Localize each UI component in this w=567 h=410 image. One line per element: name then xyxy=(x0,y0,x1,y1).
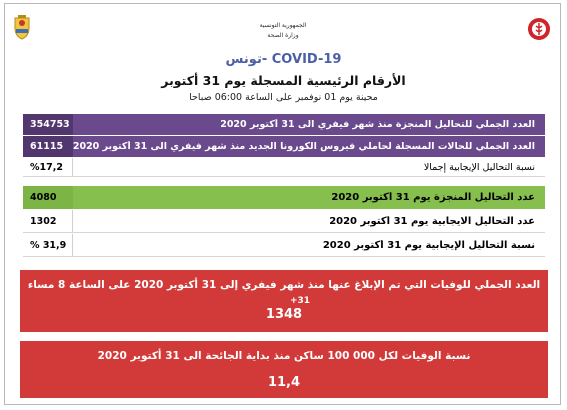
total-tests-value: 354753 xyxy=(23,114,73,135)
total-deaths-label: العدد الجملي للوفيات التي تم الإبلاغ عنها منذ شهر فيفري إلى 31 أكتوبر 2020 على الساعة 8 مساء xyxy=(27,279,541,291)
total-tests-row xyxy=(23,114,545,135)
death-rate-value: 11,4 xyxy=(267,375,301,390)
overall-positive-rate-value: %17,2 xyxy=(23,158,73,176)
overall-positive-rate-row xyxy=(23,158,545,177)
daily-tests-value: 4080 xyxy=(23,186,73,209)
total-tests-label: العدد الجملي للتحاليل المنجزة منذ شهر فيفري الى 31 أكتوبر 2020 xyxy=(220,119,535,130)
daily-positive-label: عدد التحاليل الايجابية يوم 31 أكتوبر 2020 xyxy=(329,215,535,227)
coat-of-arms-icon xyxy=(12,14,32,40)
death-rate-label: نسبة الوفيات لكل 000 100 ساكن منذ بداية الجائحة الى 31 أكتوبر 2020 xyxy=(97,350,471,362)
republic-name: الجمهورية التونسية xyxy=(259,22,307,29)
total-deaths-value-wrap xyxy=(20,296,548,322)
daily-positive-value: 1302 xyxy=(23,210,73,232)
total-cases-row xyxy=(23,136,545,157)
daily-positive-rate-label: نسبة التحاليل الإيجابية يوم 31 أكتوبر 2020 xyxy=(322,239,535,251)
daily-tests-label: عدد التحاليل المنجزة يوم 31 أكتوبر 2020 xyxy=(331,192,535,203)
ministry-name: وزارة الصحة xyxy=(267,32,299,39)
covid-title: COVID-19 -تونس xyxy=(225,52,342,67)
deaths-increment: +31 xyxy=(290,296,311,306)
death-rate-box xyxy=(20,341,548,398)
ministry-logo-icon xyxy=(527,17,551,41)
total-deaths-box xyxy=(20,270,548,332)
total-cases-label: العدد الجملي للحالات المسجلة لحاملي فيروس الكورونا الجديد منذ شهر فيفري الى 31 أكتوبر 2020 xyxy=(73,141,535,152)
page-title: الأرقام الرئيسية المسجلة يوم 31 أكتوبر xyxy=(161,73,406,88)
total-cases-value: 61115 xyxy=(23,136,73,157)
daily-positive-row xyxy=(23,210,545,233)
update-time: محينة يوم 01 نوفمبر على الساعة 06:00 صباحا xyxy=(189,92,378,103)
daily-positive-rate-value: % 31,9 xyxy=(23,234,73,256)
daily-positive-rate-row xyxy=(23,234,545,257)
daily-tests-row xyxy=(23,186,545,209)
overall-positive-rate-label: نسبة التحاليل الإيجابية إجمالا xyxy=(423,161,535,173)
total-deaths-value: 1348 xyxy=(265,307,303,322)
